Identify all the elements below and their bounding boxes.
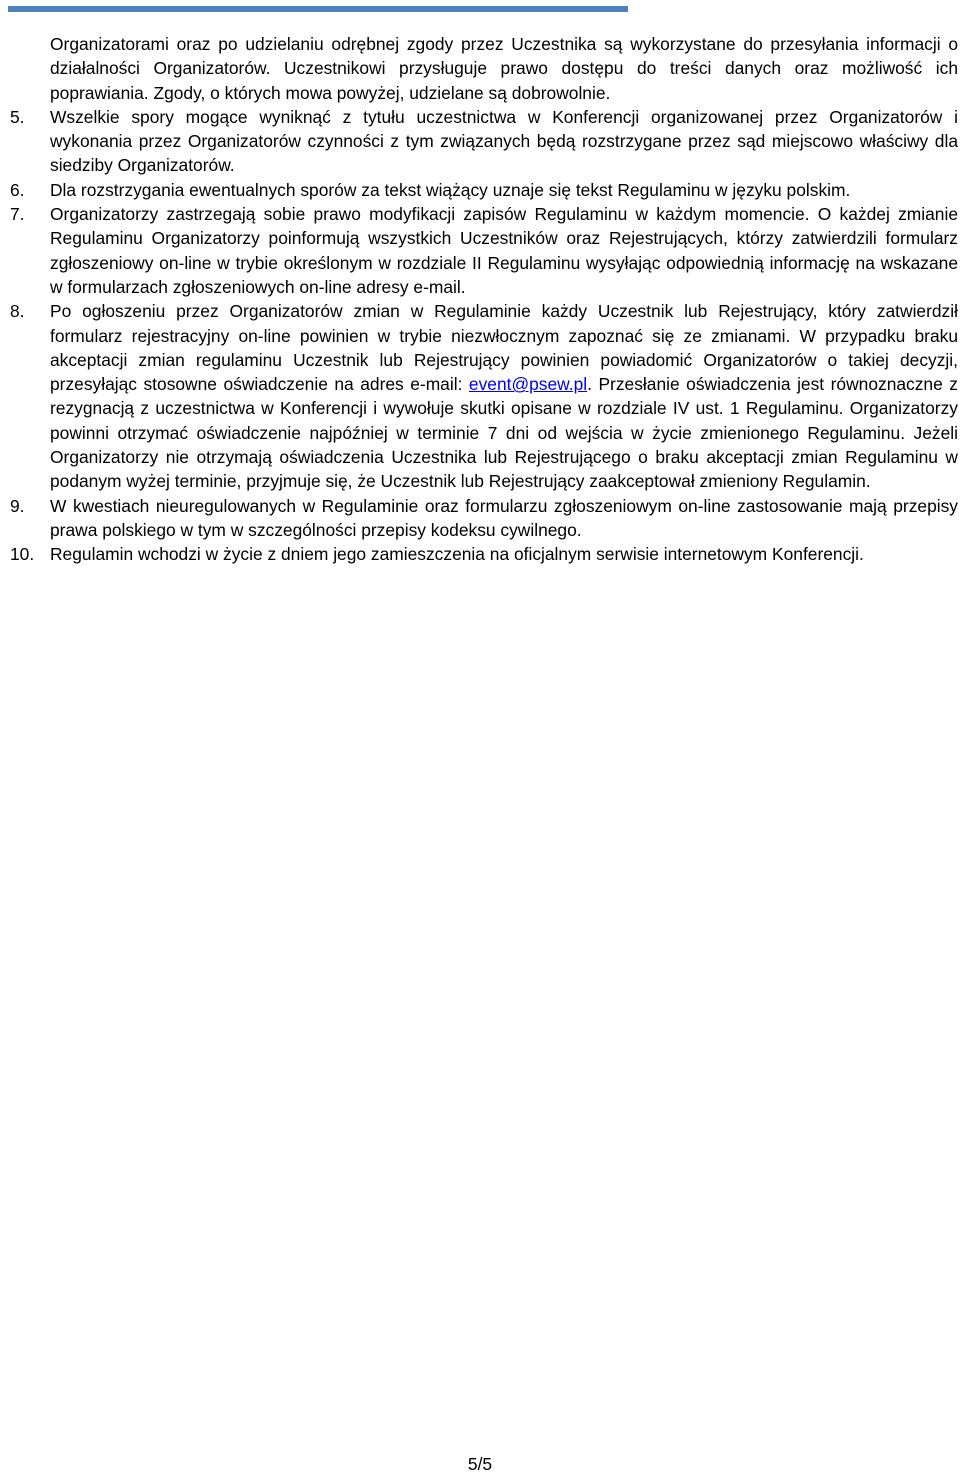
page-number: 5/5 [467,1454,493,1474]
intro-paragraph: Organizatorami oraz po udzielaniu odrębnej zgody przez Uczestnika są wykorzystane do przesyłania informacji o działalności Organizatorów. Uczestnikowi przysługuje prawo dostępu do treści danych oraz możliwość ich poprawiania. Zgody, o których mowa powyżej, udzielane są dobrowolnie. [50,34,958,103]
list-item-8 [10,299,958,493]
item-number: 7. [10,204,25,225]
item-number: 8. [10,301,25,322]
item-number: 5. [10,106,25,127]
list-item-9 [10,494,958,543]
list-item-7 [10,202,958,299]
email-link[interactable]: event@psew.pl [468,374,588,395]
item-number: 6. [10,179,25,200]
list-item-6 [10,178,958,202]
item-text: Dla rozstrzygania ewentualnych sporów za tekst wiążący uznaje się tekst Regulaminu w języku polskim. [50,179,851,200]
list-item-5 [10,105,958,178]
item-text: W kwestiach nieuregulowanych w Regulaminie oraz formularzu zgłoszeniowym on-line zastosowanie mają przepisy prawa polskiego w tym w szczególności przepisy kodeksu cywilnego. [50,495,958,540]
item-text [50,299,958,493]
item-text: Wszelkie spory mogące wyniknąć z tytułu uczestnictwa w Konferencji organizowanej przez Organizatorów i wykonania przez Organizatorów czynności z tym związanych będą rozstrzygane przez sąd miejscowo właściwy dla siedziby Organizatorów. [50,106,958,176]
item-text: Regulamin wchodzi w życie z dniem jego zamieszczenia na oficjalnym serwisie internetowym Konferencji. [50,544,864,565]
item-number: 9. [10,495,25,516]
item-text: Organizatorzy zastrzegają sobie prawo modyfikacji zapisów Regulaminu w każdym momencie. O każdej zmianie Regulaminu Organizatorzy poinformują wszystkich Uczestników oraz Rejestrujących, którzy zatwierdzili formularz zgłoszeniowy on-line w trybie określonym w rozdziale II Regulaminu wysyłając odpowiednią informację na wskazane w formularzach zgłoszeniowych on-line adresy e-mail. [50,204,958,297]
document-body [10,32,958,567]
item-number: 10. [10,544,35,565]
header-rule [8,6,628,12]
list-item-10 [10,542,958,566]
item-text-before-email: Po ogłoszeniu przez Organizatorów zmian w Regulaminie każdy Uczestnik lub Rejestrujący, który zatwierdził formularz rejestracyjny on-line powinien w trybie niezwłocznym zapoznać się ze zmianami. W przypadku braku akceptacji zmian regulaminu Uczestnik lub Rejestrujący powinien powiadomić Organizatorów o takiej decyzji, przesyłając stosowne oświadczenie na adres e-mail: [50,301,958,395]
item-text-after-email: . Przesłanie oświadczenia jest równoznaczne z rezygnacją z uczestnictwa w Konferencji i wywołuje skutki opisane w rozdziale IV ust. 1 Regulaminu. Organizatorzy powinni otrzymać oświadczenie najpóźniej w terminie 7 dni od wejścia w życie zmienionego Regulaminu. Jeżeli Organizatorzy nie otrzymają oświadczenia Uczestnika lub Rejestrującego o braku akceptacji zmian Regulaminu w podanym wyżej terminie, przyjmuje się, że Uczestnik lub Rejestrujący zaakceptował zmieniony Regulamin. [50,374,958,492]
